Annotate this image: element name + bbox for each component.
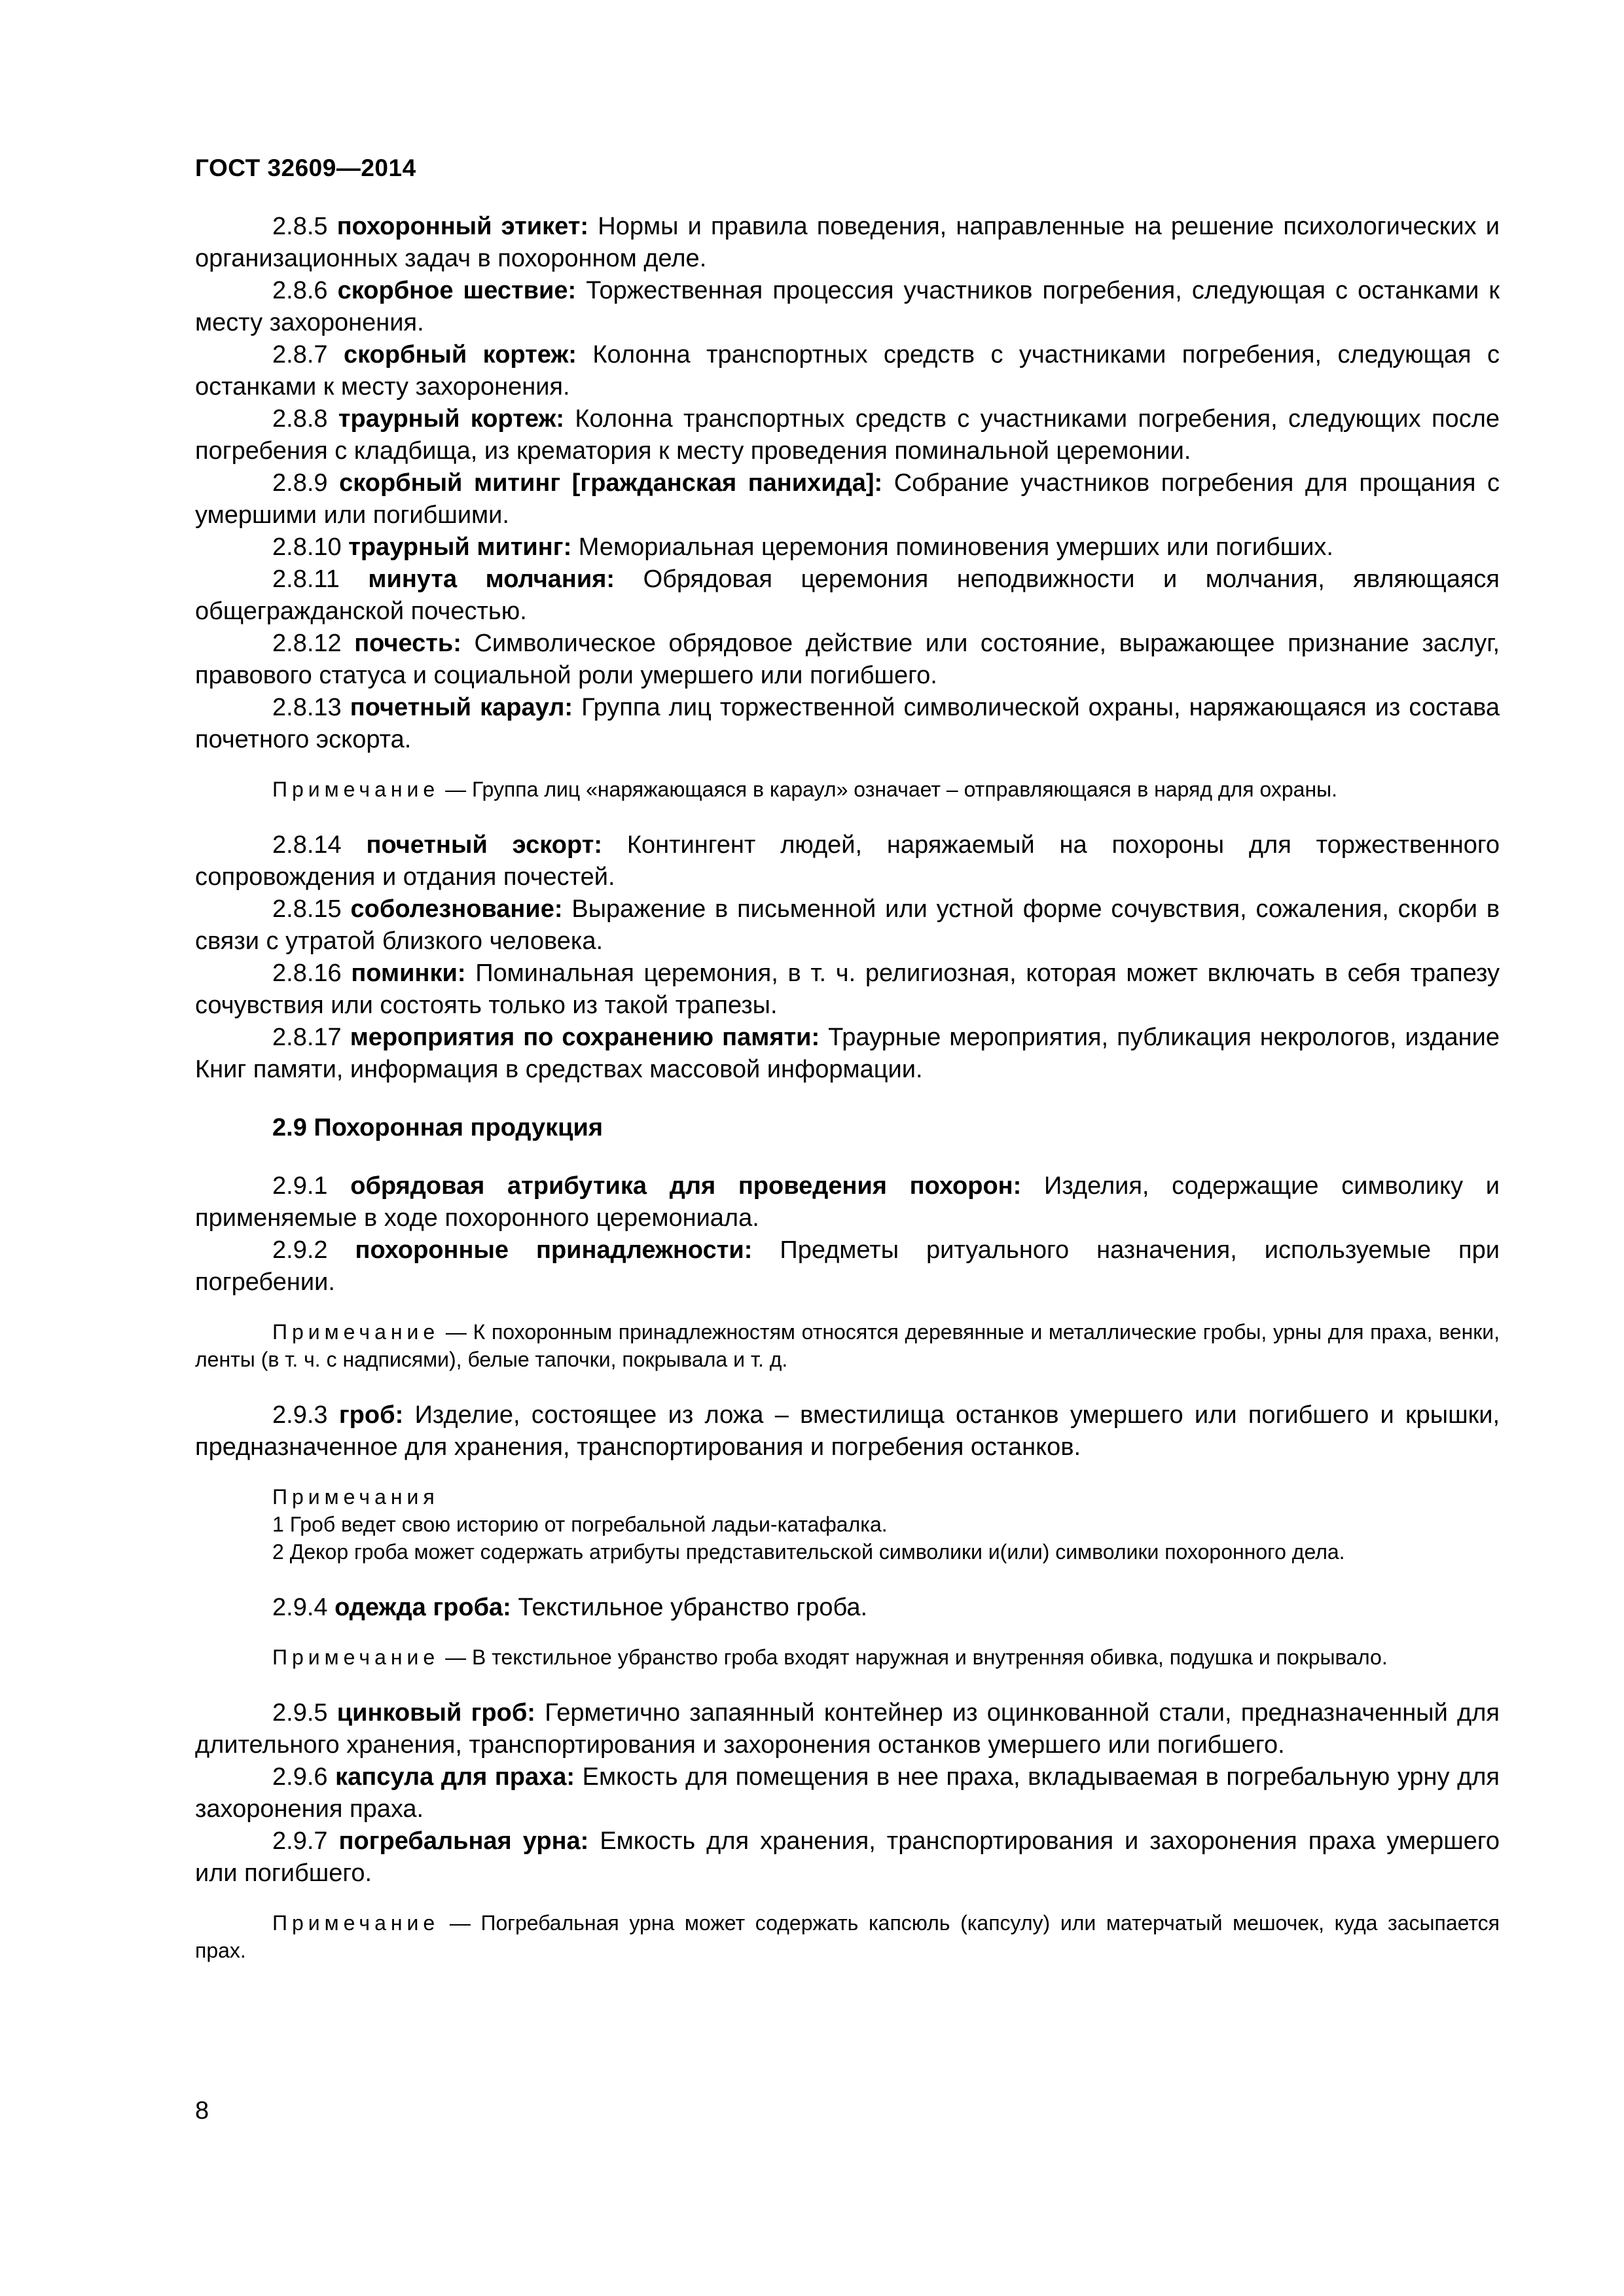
entry-number: 2.8.8 xyxy=(272,405,328,433)
note-text: — Группа лиц «наряжающаяся в караул» означает – отправляющаяся в наряд для охраны. xyxy=(439,778,1338,801)
entry-number: 2.8.14 xyxy=(272,831,342,859)
entry-definition: Емкость для хранения, транспортирования и захоронения праха умершего или погибшего. xyxy=(195,1827,1500,1887)
entry-number: 2.9.4 xyxy=(272,1594,328,1621)
term-entry xyxy=(195,1697,1500,1761)
term-entry xyxy=(195,339,1500,403)
entry-number: 2.8.6 xyxy=(272,277,328,304)
entry-term: минута молчания: xyxy=(368,565,615,593)
entry-number: 2.8.9 xyxy=(272,469,328,497)
entry-number: 2.8.16 xyxy=(272,960,342,987)
entry-number: 2.9.6 xyxy=(272,1763,328,1791)
entry-term: обрядовая атрибутика для проведения похорон: xyxy=(350,1172,1022,1200)
entry-number: 2.9.7 xyxy=(272,1827,328,1855)
entry-term: гроб: xyxy=(338,1401,404,1429)
entry-number: 2.9.1 xyxy=(272,1172,328,1200)
entry-definition: Траурные мероприятия, публикация некрологов, издание Книг памяти, информация в средствах массовой информации. xyxy=(195,1024,1500,1083)
entry-number: 2.9.2 xyxy=(272,1236,328,1264)
note-label: Примечание xyxy=(272,778,440,801)
entry-term: поминки: xyxy=(351,960,466,987)
entry-number: 2.8.15 xyxy=(272,895,342,923)
term-entry xyxy=(195,1022,1500,1086)
entry-definition: Торжественная процессия участников погребения, следующая с останками к месту захоронения. xyxy=(195,277,1500,336)
document-code-header: ГОСТ 32609—2014 xyxy=(195,154,416,181)
entry-definition: Нормы и правила поведения, направленные на решение психологических и организационных задач в похоронном деле. xyxy=(195,213,1500,272)
note-label: Примечание xyxy=(272,1320,440,1344)
page-number: 8 xyxy=(195,2097,209,2125)
entry-term: мероприятия по сохранению памяти: xyxy=(350,1024,820,1051)
entry-number: 2.8.7 xyxy=(272,341,328,368)
entry-term: одежда гроба: xyxy=(334,1594,511,1621)
term-entry xyxy=(195,1825,1500,1890)
entry-term: почетный эскорт: xyxy=(366,831,602,859)
entry-term: соболезнование: xyxy=(350,895,563,923)
entry-number: 2.8.5 xyxy=(272,213,328,240)
entry-definition: Изделия, содержащие символику и применяемые в ходе похоронного церемониала. xyxy=(195,1172,1500,1232)
entry-number: 2.9.3 xyxy=(272,1401,328,1429)
term-entry xyxy=(195,1592,1500,1624)
entry-term: почетный караул: xyxy=(350,694,573,721)
entry-term: траурный кортеж: xyxy=(338,405,565,433)
entry-number: 2.8.17 xyxy=(272,1024,342,1051)
entry-definition: Предметы ритуального назначения, используемые при погребении. xyxy=(195,1236,1500,1296)
term-entry xyxy=(195,1761,1500,1825)
entry-definition: Колонна транспортных средств с участниками погребения, следующих после погребения с кладбища, из крематория к месту проведения поминальной церемонии. xyxy=(195,405,1500,465)
note xyxy=(195,1318,1500,1373)
term-entry xyxy=(195,628,1500,692)
note xyxy=(195,776,1500,803)
entry-definition: Выражение в письменной или устной форме сочувствия, сожаления, скорби в связи с утратой близкого человека. xyxy=(195,895,1500,955)
document-body xyxy=(195,211,1500,1964)
term-entry xyxy=(195,829,1500,893)
note xyxy=(195,1643,1500,1671)
term-entry xyxy=(195,467,1500,531)
term-entry xyxy=(195,211,1500,275)
term-entry xyxy=(195,692,1500,756)
entry-term: скорбный митинг [гражданская панихида]: xyxy=(339,469,883,497)
term-entry xyxy=(195,958,1500,1022)
term-entry xyxy=(195,564,1500,628)
notes-label: Примечания xyxy=(272,1485,439,1509)
entry-definition: Колонна транспортных средств с участниками погребения, следующая с останками к месту захоронения. xyxy=(195,341,1500,401)
term-entry xyxy=(195,1399,1500,1463)
entry-definition: Группа лиц торжественной символической охраны, наряжающаяся из состава почетного эскорта. xyxy=(195,694,1500,753)
entry-definition: Контингент людей, наряжаемый на похороны для торжественного сопровождения и отдания почестей. xyxy=(195,831,1500,891)
term-entry xyxy=(195,1234,1500,1299)
notes-list xyxy=(195,1483,1500,1566)
note-label: Примечание xyxy=(272,1645,440,1669)
term-entry xyxy=(195,1170,1500,1234)
note-text: — К похоронным принадлежностям относятся деревянные и металлические гробы, урны для праха, венки, ленты (в т. ч. с надписями), белые тапочки, покрывала и т. д. xyxy=(195,1320,1500,1371)
entry-term: скорбное шествие: xyxy=(337,277,577,304)
entry-definition: Изделие, состоящее из ложа – вместилища останков умершего или погибшего и крышки, предназначенное для хранения, транспортирования и погребения останков. xyxy=(195,1401,1500,1461)
entry-term: капсула для праха: xyxy=(335,1763,575,1791)
entry-term: похоронные принадлежности: xyxy=(355,1236,753,1264)
term-entry xyxy=(195,531,1500,564)
note xyxy=(195,1909,1500,1964)
entry-definition: Емкость для помещения в нее праха, вкладываемая в погребальную урну для захоронения праха. xyxy=(195,1763,1500,1823)
entry-definition: Поминальная церемония, в т. ч. религиозная, которая может включать в себя трапезу сочувствия или состоять только из такой трапезы. xyxy=(195,960,1500,1019)
term-entry xyxy=(195,403,1500,467)
note-text: — В текстильное убранство гроба входят наружная и внутренняя обивка, подушка и покрывало. xyxy=(439,1645,1388,1669)
entry-definition: Герметично запаянный контейнер из оцинкованной стали, предназначенный для длительного хранения, транспортирования и захоронения останков умершего или погибшего. xyxy=(195,1699,1500,1759)
entry-term: цинковый гроб: xyxy=(336,1699,535,1727)
entry-term: почесть: xyxy=(354,630,461,657)
entry-number: 2.8.13 xyxy=(272,694,342,721)
section-heading: 2.9 Похоронная продукция xyxy=(272,1114,604,1141)
entry-definition: Мемориальная церемония поминовения умерших или погибших. xyxy=(578,533,1333,561)
term-entry xyxy=(195,893,1500,958)
entry-term: траурный митинг: xyxy=(348,533,572,561)
entry-number: 2.8.10 xyxy=(272,533,342,561)
note-label: Примечание xyxy=(272,1911,440,1935)
note-item: 1 Гроб ведет свою историю от погребальной ладьи-катафалка. xyxy=(272,1513,888,1536)
entry-term: скорбный кортеж: xyxy=(343,341,577,368)
entry-definition: Обрядовая церемония неподвижности и молчания, являющаяся общегражданской почестью. xyxy=(195,565,1500,625)
entry-term: похоронный этикет: xyxy=(336,213,589,240)
entry-number: 2.8.12 xyxy=(272,630,342,657)
entry-definition: Собрание участников погребения для прощания с умершими или погибшими. xyxy=(195,469,1500,529)
entry-term: погребальная урна: xyxy=(338,1827,589,1855)
term-entry xyxy=(195,275,1500,339)
entry-definition: Символическое обрядовое действие или состояние, выражающее признание заслуг, правового статуса и социальной роли умершего или погибшего. xyxy=(195,630,1500,689)
entry-number: 2.8.11 xyxy=(272,565,340,593)
note-text: — Погребальная урна может содержать капсюль (капсулу) или матерчатый мешочек, куда засыпается прах. xyxy=(195,1911,1500,1962)
note-item: 2 Декор гроба может содержать атрибуты представительской символики и(или) символики похоронного дела. xyxy=(272,1540,1345,1564)
entry-definition: Текстильное убранство гроба. xyxy=(518,1594,868,1621)
entry-number: 2.9.5 xyxy=(272,1699,328,1727)
